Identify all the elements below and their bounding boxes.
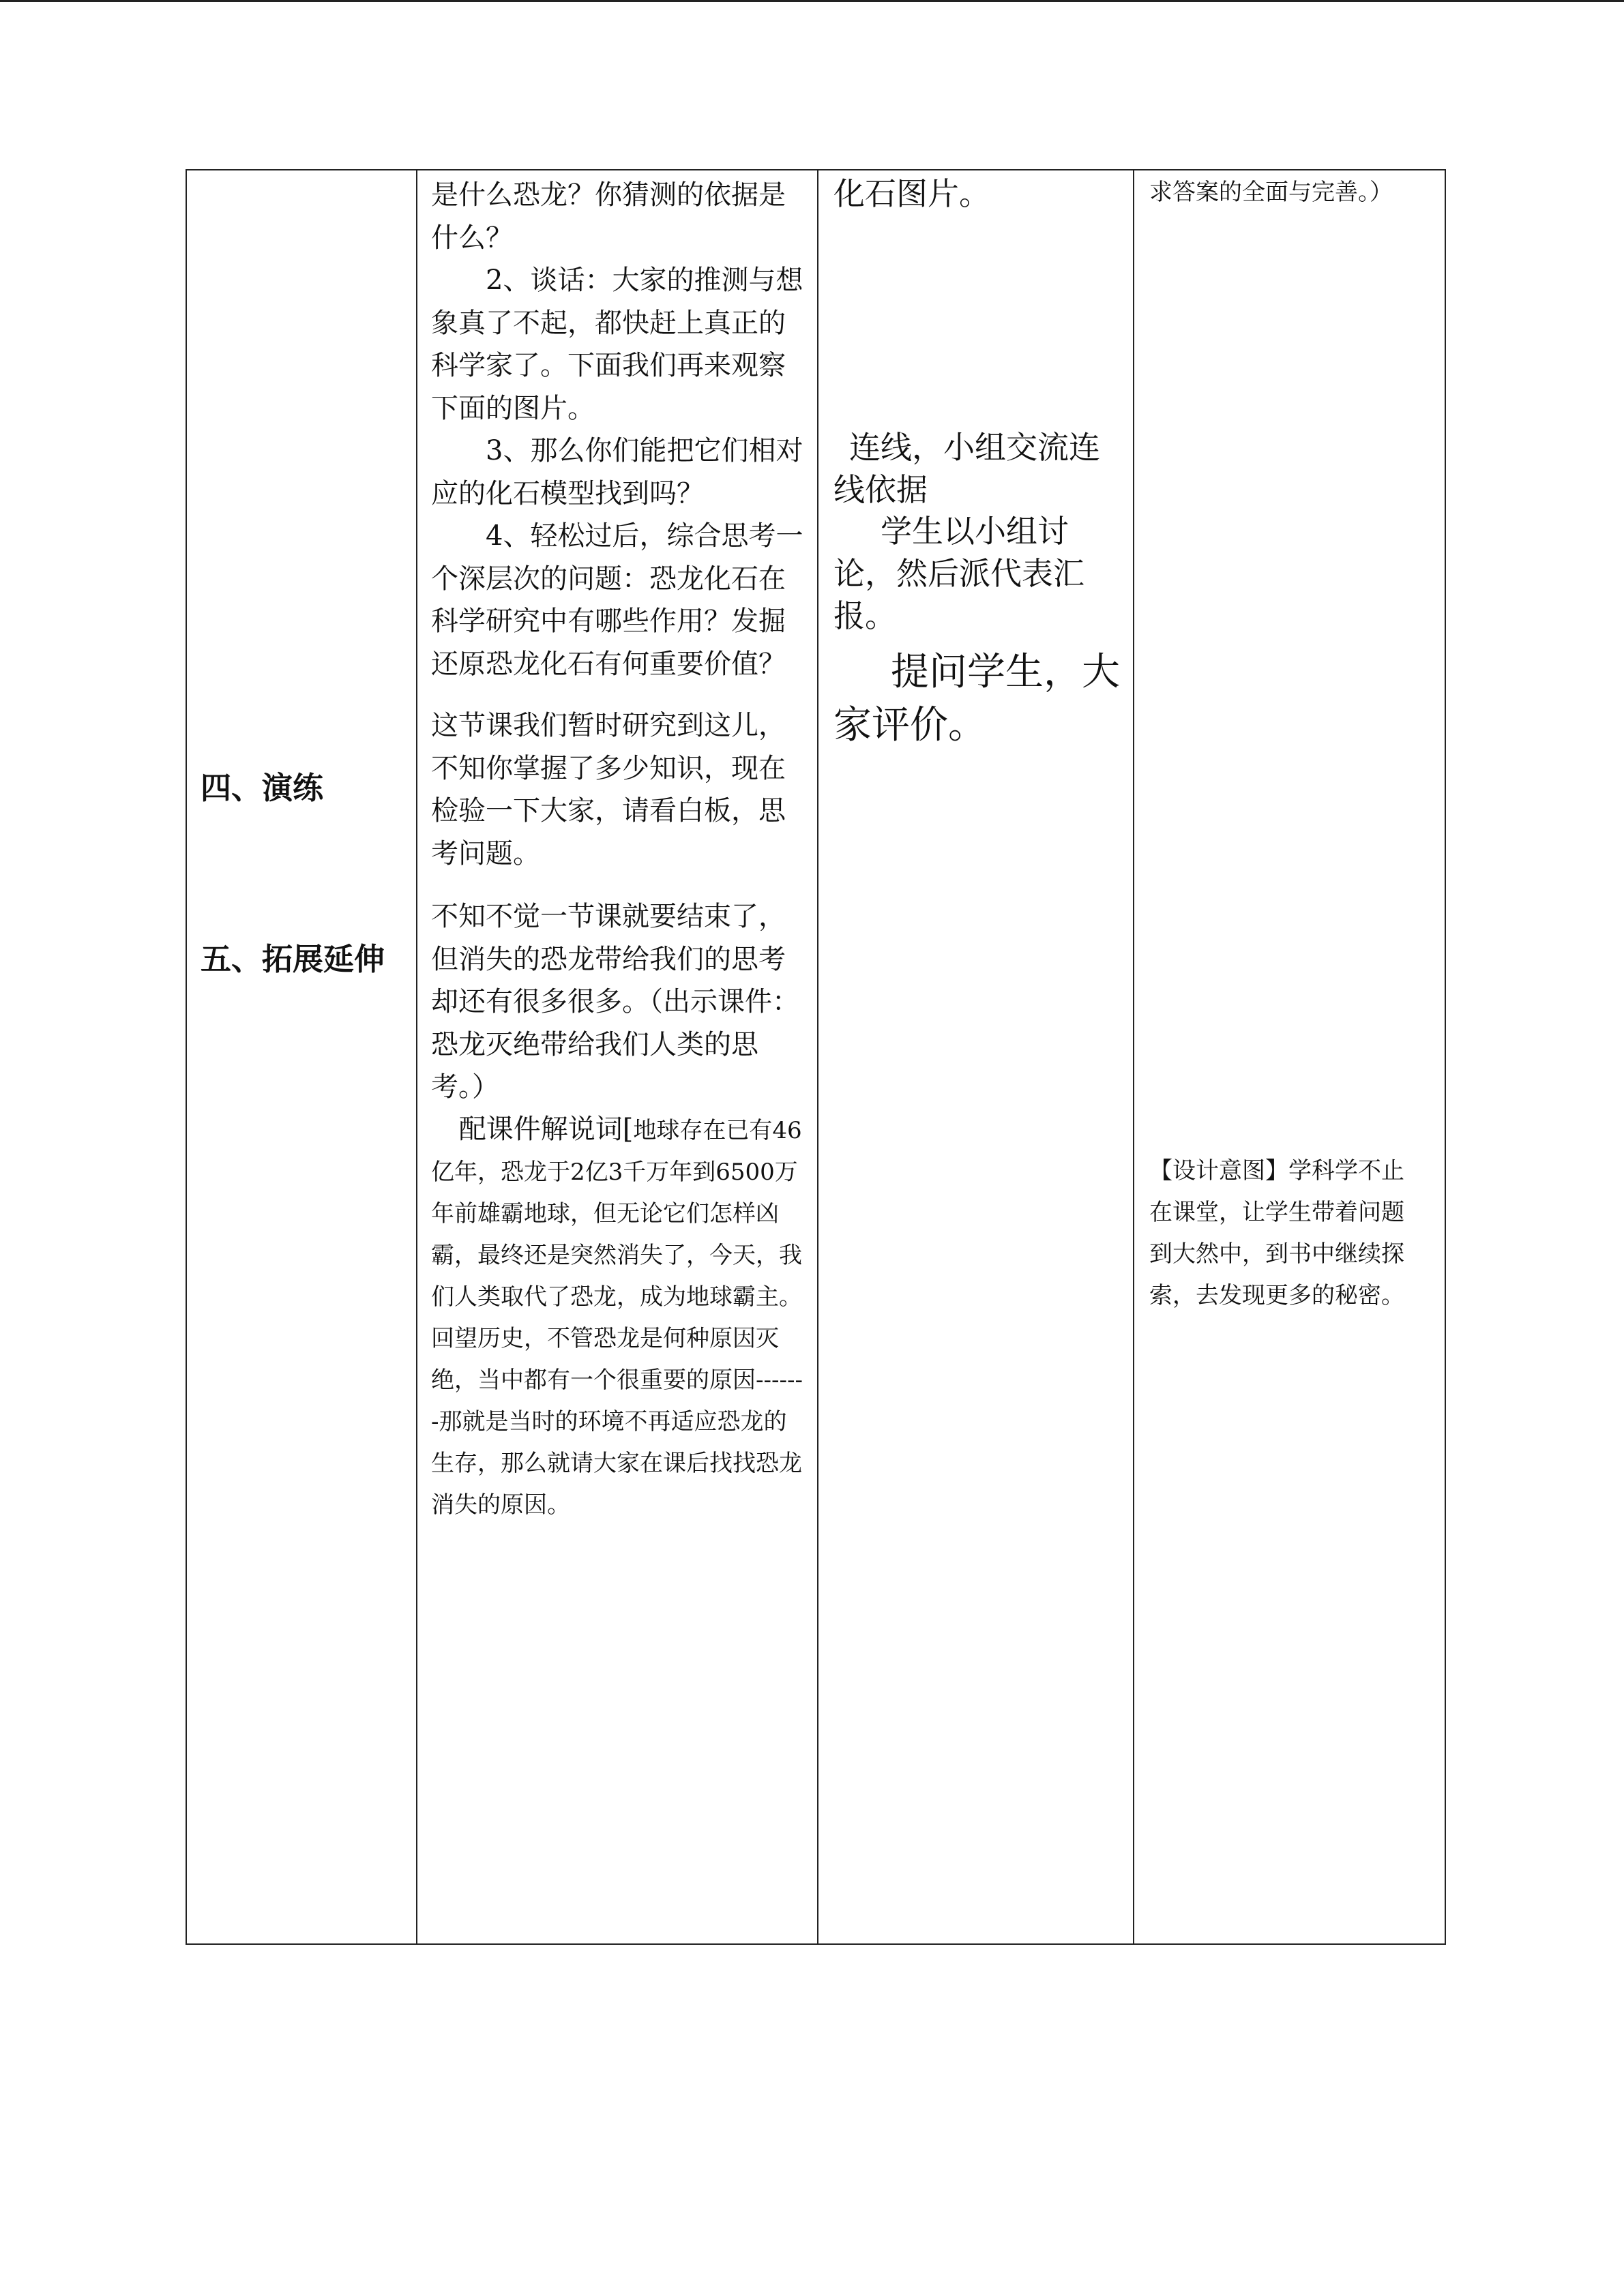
activity-paragraph: 这节课我们暂时研究到这儿，不知你掌握了多少知识，现在检验一下大家，请看白板，思考问题。 [431,710,786,869]
design-note: 求答案的全面与完善。） [1149,179,1393,206]
design-intent-column [1134,170,1446,1943]
teacher-activity-column [417,170,817,1943]
student-activity-column [818,170,1133,1943]
page-top-rule [0,0,1624,2]
activity-paragraph: 2、谈话：大家的推测与想象真了不起，都快赶上真正的科学家了。下面我们再来观察下面的图片。 [431,265,803,424]
narration-paragraph [431,1109,805,1526]
activity-paragraph: 4、轻松过后，综合思考一个深层次的问题：恐龙化石在科学研究中有哪些作用？发掘还原恐龙化石有何重要价值？ [431,520,803,680]
student-text: 连线，小组交流连线依据 [833,429,1100,508]
narration-text: 地球存在已有46亿年，恐龙于2亿3千万年到6500万年前雄霸地球，但无论它们怎样凶霸，最终还是突然消失了，今天，我们人类取代了恐龙，成为地球霸主。回望历史，不管恐龙是何种原因灭绝，当中都有一个很重要的原因-------那就是当时的环境不再适应恐龙的生存，那么就请大家在课后找找恐龙消失的原因。 [431,1116,803,1519]
narration-lead: 配课件解说词[ [458,1113,634,1145]
student-text: 学生以小组讨论，然后派代表汇报。 [833,513,1084,634]
lesson-plan-table [186,169,1446,1945]
heading-extension: 五、拓展延伸 [201,941,385,977]
activity-paragraph: 不知不觉一节课就要结束了，但消失的恐龙带给我们的思考却还有很多很多。（出示课件：恐龙灭绝带给我们人类的思考。） [431,901,799,1103]
student-text: 提问学生，大家评价。 [833,650,1120,747]
activity-paragraph: 是什么恐龙？你猜测的依据是什么？ [431,179,786,254]
stage-column [187,170,416,1943]
student-text: 化石图片。 [833,175,990,212]
activity-paragraph: 3、那么你们能把它们相对应的化石模型找到吗？ [431,435,803,509]
design-intent-note: 【设计意图】学科学不止在课堂，让学生带着问题到大然中，到书中继续探索，去发现更多的秘密。 [1149,1157,1404,1309]
heading-practice: 四、演练 [201,770,324,806]
